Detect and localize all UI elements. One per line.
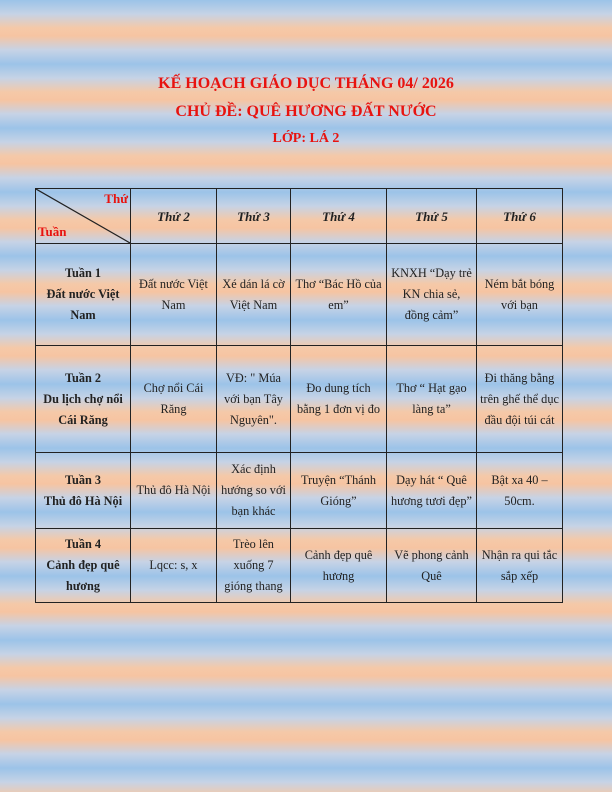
title-block xyxy=(0,70,612,152)
class-title: LỚP: LÁ 2 xyxy=(272,131,340,146)
corner-day-label: Thứ xyxy=(104,191,128,206)
week-cell xyxy=(36,453,131,529)
header-row xyxy=(36,189,563,244)
activity-cell: KNXH “Dạy trẻ KN chia sẻ, đồng cảm” xyxy=(387,244,477,346)
week-label: Tuần 4 xyxy=(64,537,102,551)
activity-cell: Trèo lên xuống 7 gióng thang xyxy=(217,529,291,603)
plan-title: KẾ HOẠCH GIÁO DỤC THÁNG 04/ 2026 xyxy=(158,75,454,92)
week-topic: Cảnh đẹp quê hương xyxy=(46,558,120,593)
activity-cell: Đi thăng bằng trên ghế thể dục đầu đội túi cát xyxy=(477,346,563,453)
activity-cell: Vẽ phong cảnh Quê xyxy=(387,529,477,603)
week-label: Tuần 3 xyxy=(64,472,102,487)
activity-cell: Thơ “ Hạt gạo làng ta” xyxy=(387,346,477,453)
activity-cell: Xé dán lá cờ Việt Nam xyxy=(217,244,291,346)
day-header-2: Thứ 3 xyxy=(217,189,291,244)
activity-cell: Thơ “Bác Hồ của em” xyxy=(291,244,387,346)
activity-cell: Bật xa 40 – 50cm. xyxy=(477,453,563,529)
week-topic: Thủ đô Hà Nội xyxy=(43,493,123,508)
day-header-3: Thứ 4 xyxy=(291,189,387,244)
activity-cell: Đất nước Việt Nam xyxy=(131,244,217,346)
activity-cell: Lqcc: s, x xyxy=(131,529,217,603)
activity-cell: Truyện “Thánh Gióng” xyxy=(291,453,387,529)
day-header-1: Thứ 2 xyxy=(131,189,217,244)
day-header-4: Thứ 5 xyxy=(387,189,477,244)
activity-cell: VĐ: " Múa với bạn Tây Nguyên". xyxy=(217,346,291,453)
week-cell xyxy=(36,529,131,603)
week-label: Tuần 1 xyxy=(64,266,102,280)
week-topic: Du lịch chợ nổi Cái Răng xyxy=(43,391,123,427)
activity-cell: Cảnh đẹp quê hương xyxy=(291,529,387,603)
corner-week-label: Tuần xyxy=(38,224,67,239)
table-row xyxy=(36,244,563,346)
activity-cell: Xác định hướng so với bạn khác xyxy=(217,453,291,529)
week-cell xyxy=(36,244,131,346)
table-row xyxy=(36,529,563,603)
day-header-5: Thứ 6 xyxy=(477,189,563,244)
week-label: Tuần 2 xyxy=(64,370,102,385)
theme-title: CHỦ ĐỀ: QUÊ HƯƠNG ĐẤT NƯỚC xyxy=(175,103,437,120)
table-row xyxy=(36,346,563,453)
lesson-plan-table xyxy=(35,188,563,603)
activity-cell: Ném bắt bóng với bạn xyxy=(477,244,563,346)
activity-cell: Thủ đô Hà Nội xyxy=(131,453,217,529)
activity-cell: Chợ nổi Cái Răng xyxy=(131,346,217,453)
table-row xyxy=(36,453,563,529)
activity-cell: Nhận ra qui tắc sắp xếp xyxy=(477,529,563,603)
corner-cell xyxy=(36,189,131,244)
week-topic: Đất nước Việt Nam xyxy=(46,287,120,322)
activity-cell: Đo dung tích bằng 1 đơn vị đo xyxy=(291,346,387,453)
activity-cell: Dạy hát “ Quê hương tươi đẹp” xyxy=(387,453,477,529)
week-cell xyxy=(36,346,131,453)
